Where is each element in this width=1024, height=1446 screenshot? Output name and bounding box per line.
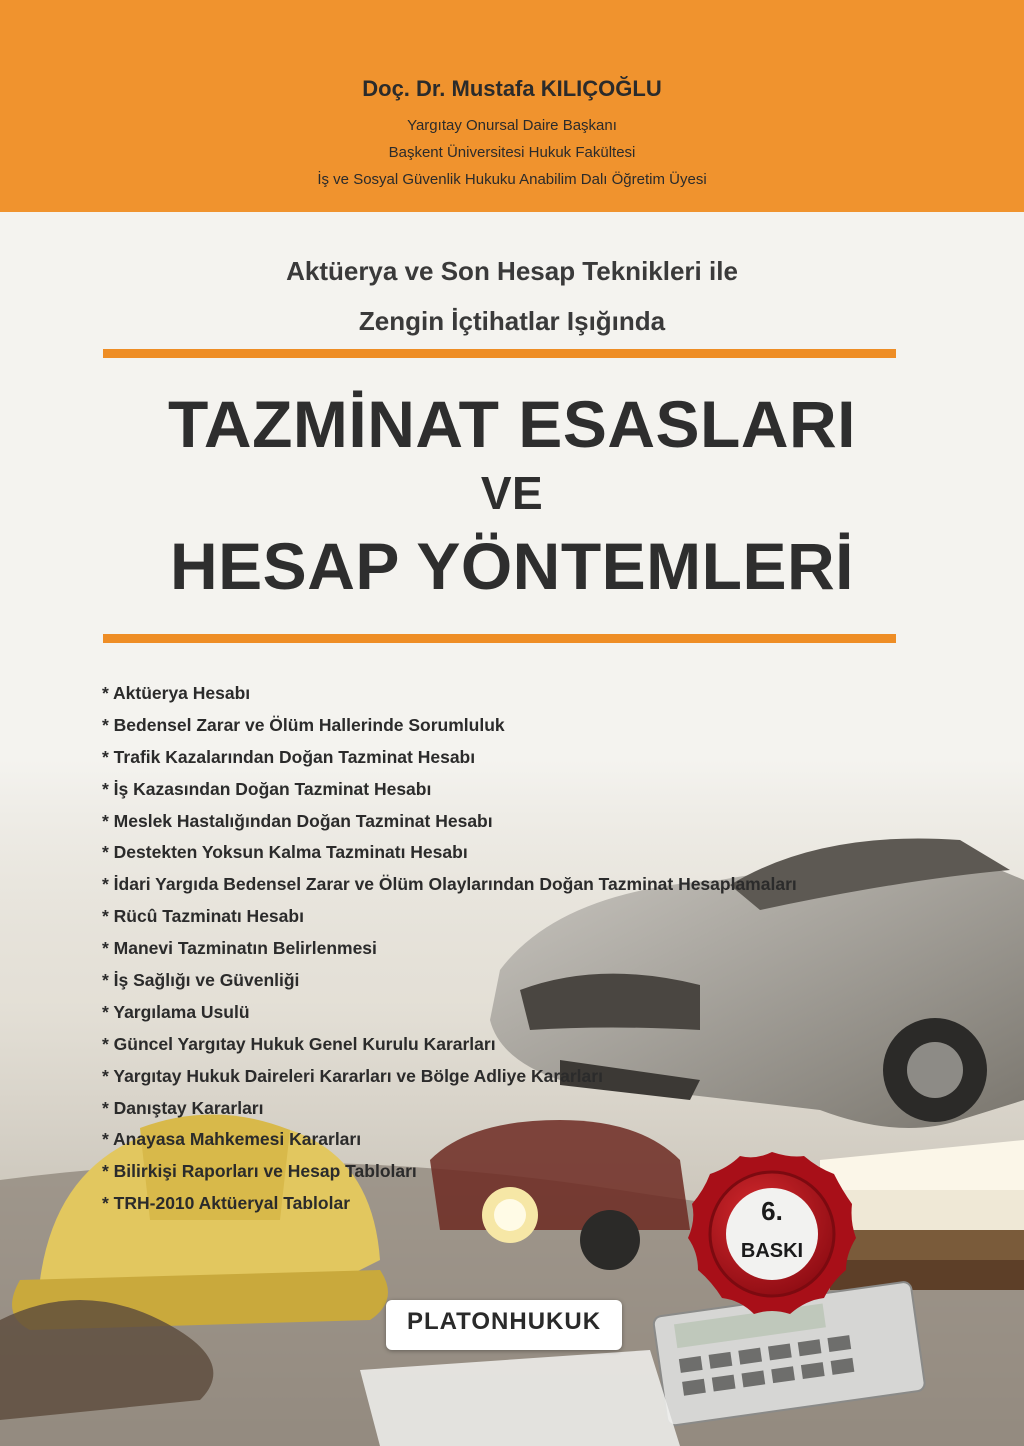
list-item: * İş Kazasından Doğan Tazminat Hesabı — [102, 778, 432, 799]
wax-seal-icon — [686, 1148, 858, 1320]
list-item: * Danıştay Kararları — [102, 1097, 264, 1118]
author-name: Doç. Dr. Mustafa KILIÇOĞLU — [362, 76, 662, 101]
author-affiliation: Yargıtay Onursal Daire Başkanı — [407, 117, 617, 134]
list-item: * Meslek Hastalığından Doğan Tazminat Hesabı — [102, 810, 493, 831]
book-title-line3: HESAP YÖNTEMLERİ — [169, 529, 855, 603]
list-item: * Bedensel Zarar ve Ölüm Hallerinde Sorumluluk — [102, 714, 505, 735]
edition-number: 6. — [761, 1196, 783, 1226]
list-item: * TRH-2010 Aktüeryal Tablolar — [102, 1193, 350, 1214]
list-item: * Destekten Yoksun Kalma Tazminatı Hesabı — [102, 842, 468, 863]
author-affiliation: İş ve Sosyal Güvenlik Hukuku Anabilim Dalı Öğretim Üyesi — [317, 171, 707, 188]
topic-list — [102, 678, 797, 1220]
list-item: * Güncel Yargıtay Hukuk Genel Kurulu Kararları — [102, 1033, 496, 1054]
list-item: * Yargıtay Hukuk Daireleri Kararları ve Bölge Adliye Kararları — [102, 1065, 603, 1086]
subtitle-line: Zengin İçtihatlar Işığında — [358, 306, 666, 336]
book-title-line2: VE — [480, 467, 544, 519]
author-affiliation: Başkent Üniversitesi Hukuk Fakültesi — [388, 144, 636, 161]
list-item: * Anayasa Mahkemesi Kararları — [102, 1129, 362, 1150]
list-item: * İdari Yargıda Bedensel Zarar ve Ölüm Olaylarından Doğan Tazminat Hesaplamaları — [102, 874, 797, 895]
divider — [103, 349, 896, 358]
subtitle-line: Aktüerya ve Son Hesap Teknikleri ile — [286, 256, 738, 286]
list-item: * Manevi Tazminatın Belirlenmesi — [102, 938, 377, 959]
list-item: * Trafik Kazalarından Doğan Tazminat Hesabı — [102, 746, 476, 767]
edition-label: BASKI — [740, 1240, 804, 1262]
list-item: * Aktüerya Hesabı — [102, 683, 251, 703]
divider — [103, 634, 896, 643]
publisher-name: PLATONHUKUK — [406, 1308, 602, 1335]
list-item: * Yargılama Usulü — [102, 1001, 250, 1022]
book-title-line1: TAZMİNAT ESASLARI — [168, 387, 856, 461]
list-item: * Rücû Tazminatı Hesabı — [102, 906, 304, 927]
list-item: * Bilirkişi Raporları ve Hesap Tabloları — [102, 1161, 417, 1182]
list-item: * İş Sağlığı ve Güvenliği — [102, 970, 300, 991]
